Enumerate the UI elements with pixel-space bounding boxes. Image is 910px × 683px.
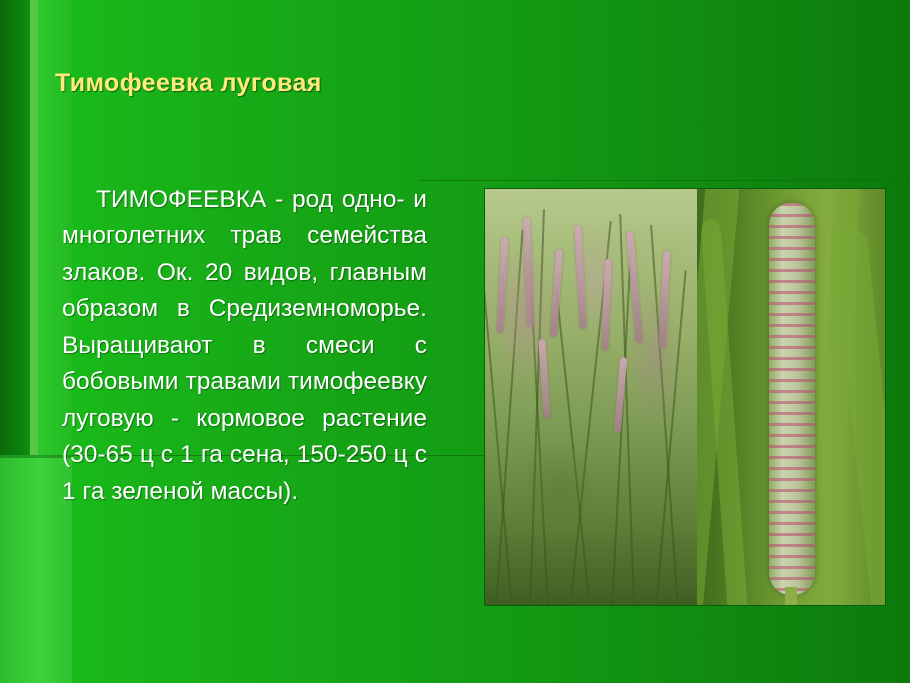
photo-right-closeup <box>697 189 885 605</box>
spike-stem <box>785 587 797 605</box>
timothy-grass-photo <box>484 188 886 606</box>
spike-closeup <box>769 203 815 595</box>
page-title: Тимофеевка луговая <box>55 68 322 97</box>
body-paragraph: ТИМОФЕЕВКА - род одно- и многолетних трав семейства злаков. Ок. 20 видов, главным образом в Средиземноморье. Выращивают в смеси с бобовыми травами тимофеевку луговую - кормовое растение (30-65 ц с 1 га сена, 150-250 ц с 1 га зеленой массы). <box>62 185 427 505</box>
photo-left-meadow <box>485 189 697 605</box>
divider-top <box>420 180 910 181</box>
